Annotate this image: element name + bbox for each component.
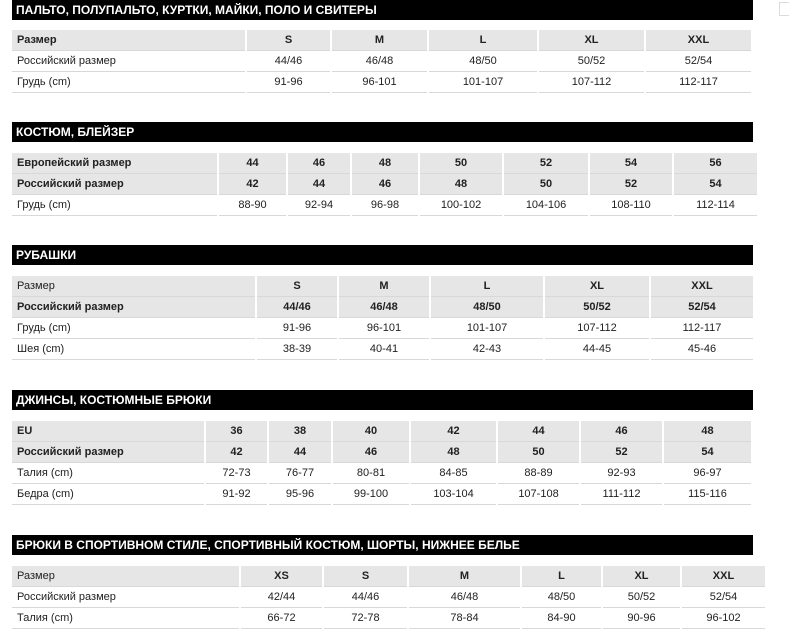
table-row: Грудь (cm) 91-96 96-101 101-107 107-112 112-117 <box>12 318 753 339</box>
table-row: Российский размер 42 44 46 48 50 52 54 <box>12 174 757 195</box>
table-row: Размер S M L XL XXL <box>12 276 753 297</box>
size-table <box>10 276 755 360</box>
table-row: Грудь (cm) 91-96 96-101 101-107 107-112 112-117 <box>12 72 751 93</box>
table-row: Российский размер 44/46 46/48 48/50 50/52 52/54 <box>12 297 753 318</box>
size-table <box>10 421 753 505</box>
section-title: ПАЛЬТО, ПОЛУПАЛЬТО, КУРТКИ, МАЙКИ, ПОЛО И СВИТЕРЫ <box>12 0 753 20</box>
table-row: Российский размер 42/44 44/46 46/48 48/50 50/52 52/54 <box>12 587 765 608</box>
size-table <box>10 566 767 629</box>
table-row: Талия (cm) 66-72 72-78 78-84 84-90 90-96 96-102 <box>12 608 765 629</box>
table-row: Талия (cm) 72-73 76-77 80-81 84-85 88-89 92-93 96-97 <box>12 463 751 484</box>
size-section-coats <box>12 0 753 93</box>
section-title: ДЖИНСЫ, КОСТЮМНЫЕ БРЮКИ <box>12 390 753 410</box>
section-title: КОСТЮМ, БЛЕЙЗЕР <box>12 122 753 142</box>
size-table <box>10 153 759 216</box>
table-row: EU 36 38 40 42 44 46 48 <box>12 421 751 442</box>
size-section-suits <box>12 122 753 216</box>
table-row: Грудь (cm) 88-90 92-94 96-98 100-102 104-106 108-110 112-114 <box>12 195 757 216</box>
table-row: Размер XS S M L XL XXL <box>12 566 765 587</box>
table-row: Бедра (cm) 91-92 95-96 99-100 103-104 107-108 111-112 115-116 <box>12 484 751 505</box>
table-row: Российский размер 42 44 46 48 50 52 54 <box>12 442 751 463</box>
section-title: БРЮКИ В СПОРТИВНОМ СТИЛЕ, СПОРТИВНЫЙ КОСТЮМ, ШОРТЫ, НИЖНЕЕ БЕЛЬЕ <box>12 535 753 555</box>
table-row: Европейский размер 44 46 48 50 52 54 56 <box>12 153 757 174</box>
size-section-sportswear <box>12 535 753 629</box>
table-row: Шея (cm) 38-39 40-41 42-43 44-45 45-46 <box>12 339 753 360</box>
size-section-jeans <box>12 390 753 505</box>
table-row: Российский размер 44/46 46/48 48/50 50/52 52/54 <box>12 51 751 72</box>
table-row: Размер S M L XL XXL <box>12 30 751 51</box>
section-title: РУБАШКИ <box>12 245 753 265</box>
size-section-shirts <box>12 245 753 360</box>
size-table <box>10 30 753 93</box>
page-corner-fragment <box>779 2 789 16</box>
